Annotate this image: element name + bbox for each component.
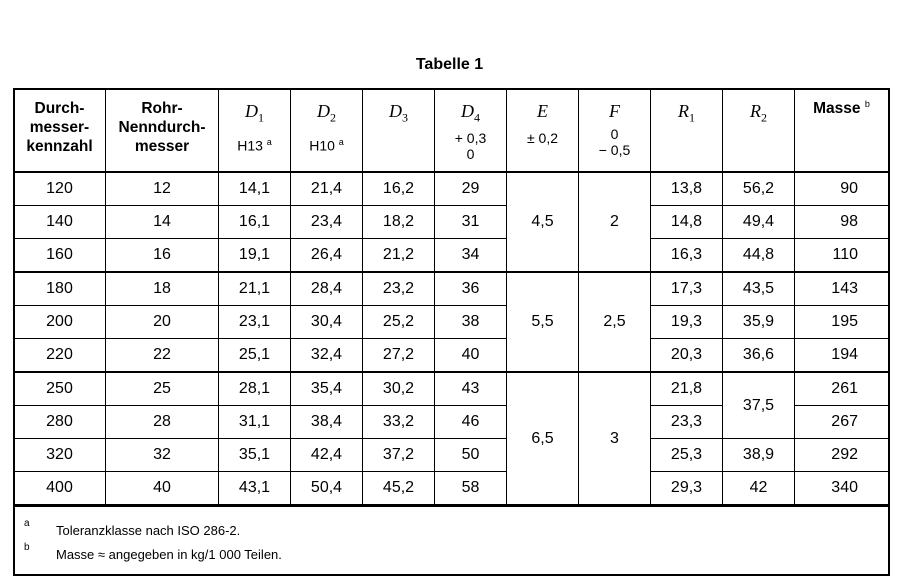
cell-masse: 143	[795, 272, 889, 306]
table-row	[14, 306, 889, 339]
cell-d2: 28,4	[291, 272, 363, 306]
cell-d3: 30,2	[363, 372, 435, 406]
header-kennzahl-line: Durch-	[34, 100, 85, 117]
d1-tolerance: H13	[237, 137, 263, 154]
cell-e-group: 4,5	[507, 172, 579, 272]
header-nenndurchmesser-line: Nenndurch-	[118, 119, 206, 136]
cell-r1: 25,3	[651, 439, 723, 472]
cell-d1: 31,1	[219, 406, 291, 439]
cell-r1: 21,8	[651, 372, 723, 406]
d4-tolerance-lower: 0	[466, 145, 475, 162]
cell-d3: 37,2	[363, 439, 435, 472]
table-row	[14, 439, 889, 472]
table-row	[14, 206, 889, 239]
masse-label: Masse	[813, 100, 861, 118]
d4-subscript: 4	[474, 110, 480, 125]
cell-d2: 23,4	[291, 206, 363, 239]
r1-subscript: 1	[689, 110, 695, 125]
e-symbol: E	[537, 101, 548, 121]
cell-masse: 292	[795, 439, 889, 472]
cell-r2: 44,8	[723, 239, 795, 273]
cell-r1: 23,3	[651, 406, 723, 439]
cell-f-group: 2,5	[579, 272, 651, 372]
masse-footnote-mark: b	[864, 99, 870, 109]
cell-kennzahl: 250	[14, 372, 106, 406]
header-nenndurchmesser	[106, 89, 219, 173]
cell-d1: 14,1	[219, 172, 291, 206]
cell-masse: 195	[795, 306, 889, 339]
cell-d2: 30,4	[291, 306, 363, 339]
cell-d3: 18,2	[363, 206, 435, 239]
cell-e-group: 5,5	[507, 272, 579, 372]
table-row	[14, 372, 889, 406]
d3-subscript: 3	[402, 110, 408, 125]
cell-r2: 38,9	[723, 439, 795, 472]
cell-d1: 23,1	[219, 306, 291, 339]
cell-r1: 20,3	[651, 339, 723, 373]
cell-d1: 21,1	[219, 272, 291, 306]
header-d2	[291, 89, 363, 173]
cell-r2: 49,4	[723, 206, 795, 239]
cell-e-group: 6,5	[507, 372, 579, 505]
cell-masse: 267	[795, 406, 889, 439]
header-e	[507, 89, 579, 173]
cell-d2: 21,4	[291, 172, 363, 206]
cell-r1: 14,8	[651, 206, 723, 239]
cell-d2: 35,4	[291, 372, 363, 406]
cell-nenndurchmesser: 20	[106, 306, 219, 339]
cell-d4: 46	[435, 406, 507, 439]
cell-masse: 110	[795, 239, 889, 273]
table-row	[14, 272, 889, 306]
cell-d3: 16,2	[363, 172, 435, 206]
cell-d4: 36	[435, 272, 507, 306]
footnote-text: Masse ≈ angegeben in kg/1 000 Teilen.	[56, 547, 282, 562]
cell-d4: 29	[435, 172, 507, 206]
cell-kennzahl: 120	[14, 172, 106, 206]
cell-f-group: 2	[579, 172, 651, 272]
cell-r2-merged: 37,5	[723, 372, 795, 439]
cell-nenndurchmesser: 16	[106, 239, 219, 273]
cell-d4: 31	[435, 206, 507, 239]
cell-d1: 25,1	[219, 339, 291, 373]
cell-d3: 21,2	[363, 239, 435, 273]
cell-nenndurchmesser: 18	[106, 272, 219, 306]
cell-r1: 29,3	[651, 472, 723, 505]
cell-masse: 261	[795, 372, 889, 406]
footnote-mark: b	[24, 542, 30, 553]
cell-f-group: 3	[579, 372, 651, 505]
header-kennzahl	[14, 89, 106, 173]
f-tolerance-upper: 0	[610, 126, 619, 142]
cell-kennzahl: 280	[14, 406, 106, 439]
cell-kennzahl: 400	[14, 472, 106, 505]
d2-footnote-mark: a	[338, 136, 344, 147]
cell-r2: 56,2	[723, 172, 795, 206]
d1-subscript: 1	[258, 110, 264, 125]
footnote-text: Toleranzklasse nach ISO 286-2.	[56, 523, 241, 538]
e-tolerance: ± 0,2	[526, 130, 559, 146]
cell-d3: 33,2	[363, 406, 435, 439]
header-kennzahl-line: kennzahl	[26, 138, 93, 155]
cell-nenndurchmesser: 14	[106, 206, 219, 239]
cell-r1: 16,3	[651, 239, 723, 273]
r2-symbol: R	[750, 101, 761, 121]
table-title: Tabelle 1	[415, 56, 484, 73]
cell-r2: 42	[723, 472, 795, 505]
header-row	[14, 89, 889, 173]
d2-tolerance: H10	[309, 137, 335, 154]
cell-d1: 28,1	[219, 372, 291, 406]
r1-symbol: R	[678, 101, 689, 121]
cell-d4: 34	[435, 239, 507, 273]
cell-d4: 50	[435, 439, 507, 472]
f-tolerance-lower: − 0,5	[598, 142, 631, 158]
cell-d2: 26,4	[291, 239, 363, 273]
header-d3	[363, 89, 435, 173]
cell-d3: 45,2	[363, 472, 435, 505]
header-masse	[795, 89, 889, 173]
f-symbol: F	[609, 101, 620, 121]
cell-kennzahl: 180	[14, 272, 106, 306]
header-nenndurchmesser-line: messer	[134, 138, 190, 155]
cell-d1: 43,1	[219, 472, 291, 505]
cell-d3: 25,2	[363, 306, 435, 339]
d4-symbol: D	[461, 101, 474, 121]
header-r1	[651, 89, 723, 173]
cell-d4: 40	[435, 339, 507, 373]
header-r2	[723, 89, 795, 173]
cell-nenndurchmesser: 25	[106, 372, 219, 406]
d1-footnote-mark: a	[266, 136, 272, 147]
cell-r2: 35,9	[723, 306, 795, 339]
cell-d3: 27,2	[363, 339, 435, 373]
cell-r1: 13,8	[651, 172, 723, 206]
d2-symbol: D	[317, 101, 330, 121]
cell-kennzahl: 200	[14, 306, 106, 339]
cell-d4: 38	[435, 306, 507, 339]
cell-r1: 17,3	[651, 272, 723, 306]
header-d1	[219, 89, 291, 173]
table-row	[14, 239, 889, 273]
header-f	[579, 89, 651, 173]
cell-d3: 23,2	[363, 272, 435, 306]
d4-tolerance-upper: + 0,3	[454, 129, 487, 146]
cell-masse: 90	[795, 172, 889, 206]
footnote-mark: a	[24, 518, 30, 529]
cell-masse: 98	[795, 206, 889, 239]
cell-d2: 42,4	[291, 439, 363, 472]
cell-r2: 36,6	[723, 339, 795, 373]
cell-r1: 19,3	[651, 306, 723, 339]
d3-symbol: D	[389, 101, 402, 121]
cell-d1: 19,1	[219, 239, 291, 273]
cell-masse: 194	[795, 339, 889, 373]
cell-d1: 16,1	[219, 206, 291, 239]
header-kennzahl-line: messer-	[29, 119, 90, 136]
cell-d4: 58	[435, 472, 507, 505]
footnotes	[13, 505, 888, 574]
cell-d4: 43	[435, 372, 507, 406]
cell-masse: 340	[795, 472, 889, 505]
cell-kennzahl: 320	[14, 439, 106, 472]
cell-kennzahl: 140	[14, 206, 106, 239]
r2-subscript: 2	[761, 110, 767, 125]
cell-nenndurchmesser: 22	[106, 339, 219, 373]
cell-d2: 32,4	[291, 339, 363, 373]
cell-d2: 50,4	[291, 472, 363, 505]
table-row	[14, 472, 889, 505]
cell-r2: 43,5	[723, 272, 795, 306]
cell-nenndurchmesser: 32	[106, 439, 219, 472]
dimension-table	[13, 88, 889, 505]
cell-nenndurchmesser: 28	[106, 406, 219, 439]
header-d4	[435, 89, 507, 173]
cell-nenndurchmesser: 12	[106, 172, 219, 206]
d1-symbol: D	[245, 101, 258, 121]
cell-kennzahl: 160	[14, 239, 106, 273]
cell-kennzahl: 220	[14, 339, 106, 373]
table-row	[14, 172, 889, 206]
table-row	[14, 339, 889, 373]
cell-d2: 38,4	[291, 406, 363, 439]
cell-nenndurchmesser: 40	[106, 472, 219, 505]
d2-subscript: 2	[330, 110, 336, 125]
cell-d1: 35,1	[219, 439, 291, 472]
header-nenndurchmesser-line: Rohr-	[141, 100, 183, 117]
